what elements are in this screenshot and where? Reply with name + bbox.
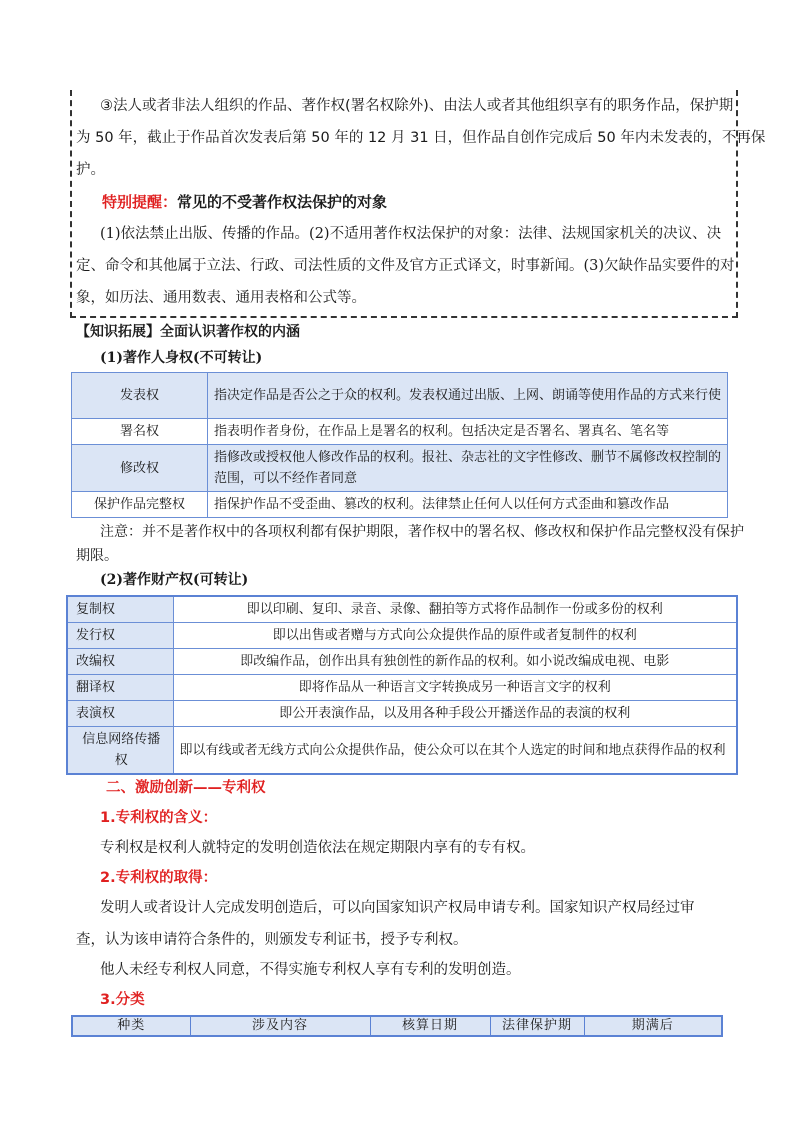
right-name: 发表权 [72,373,208,419]
table-row [72,492,728,518]
right-desc: 即公开表演作品，以及用各种手段公开播送作品的表演的权利 [173,701,737,727]
column-header: 涉及内容 [190,1016,370,1036]
reminder-line-1: (1)依法禁止出版、传播的作品。(2)不适用著作权法保护的对象：法律、法规国家机关的决议、决 [100,226,722,242]
section2-h2: 2.专利权的取得： [100,870,218,886]
section2-p2-line1: 发明人或者设计人完成发明创造后，可以向国家知识产权局申请专利。国家知识产权局经过审 [100,900,695,916]
table-row [67,623,737,649]
table-row [67,649,737,675]
reminder-line-2: 定、命令和其他属于立法、行政、司法性质的文件及官方正式译文，时事新闻。(3)欠缺作品实要件的对 [76,258,735,274]
table-row [67,675,737,701]
note-line-2: 期限。 [76,548,118,564]
column-header: 期满后 [584,1016,722,1036]
box-line-1: ③法人或者非法人组织的作品、著作权(署名权除外)、由法人或者其他组织享有的职务作品，保护期 [100,98,734,114]
reminder-label: 特别提醒： [102,193,178,211]
personal-heading: (1)著作人身权(不可转让) [100,350,263,366]
right-desc: 指修改或授权他人修改作品的权利。报社、杂志社的文字性修改、删节不属修改权控制的范围，可以不经作者同意 [208,445,728,492]
table-row [67,701,737,727]
right-desc: 即改编作品，创作出具有独创性的新作品的权利。如小说改编成电视、电影 [173,649,737,675]
table-row [72,445,728,492]
box-line-3: 护。 [76,162,105,178]
reminder-title: 常见的不受著作权法保护的对象 [177,193,388,211]
right-desc: 指保护作品不受歪曲、篡改的权利。法律禁止任何人以任何方式歪曲和篡改作品 [208,492,728,518]
section2-p2-line2: 查，认为该申请符合条件的，则颁发专利证书，授予专利权。 [76,932,468,948]
column-header: 核算日期 [370,1016,490,1036]
column-header: 种类 [72,1016,190,1036]
right-name: 改编权 [67,649,173,675]
right-name: 表演权 [67,701,173,727]
right-desc: 即以出售或者赠与方式向公众提供作品的原件或者复制件的权利 [173,623,737,649]
right-desc: 即以有线或者无线方式向公众提供作品，使公众可以在其个人选定的时间和地点获得作品的权利 [173,727,737,775]
note-line-1: 注意：并不是著作权中的各项权利都有保护期限，著作权中的署名权、修改权和保护作品完整权没有保护 [100,524,744,540]
right-name: 保护作品完整权 [72,492,208,518]
box-line-2: 为 50 年，截止于作品首次发表后第 50 年的 12 月 31 日，但作品自创作完成后 50 年内未发表的，不再保 [76,130,766,146]
right-desc: 即以印刷、复印、录音、录像、翻拍等方式将作品制作一份或多份的权利 [173,596,737,623]
right-desc: 即将作品从一种语言文字转换成另一种语言文字的权利 [173,675,737,701]
table-row [67,727,737,775]
section2-title: 二、激励创新——专利权 [106,780,266,796]
section2-h3: 3.分类 [100,992,145,1008]
right-name: 信息网络传播权 [67,727,173,775]
expand-heading: 【知识拓展】全面认识著作权的内涵 [76,324,300,340]
right-name: 署名权 [72,419,208,445]
property-rights-table [66,595,738,775]
column-header: 法律保护期 [490,1016,584,1036]
table-row [67,596,737,623]
right-desc: 指决定作品是否公之于众的权利。发表权通过出版、上网、朗诵等使用作品的方式来行使 [208,373,728,419]
property-heading: (2)著作财产权(可转让) [100,572,249,588]
right-name: 复制权 [67,596,173,623]
right-desc: 指表明作者身份，在作品上是署名的权利。包括决定是否署名、署真名、笔名等 [208,419,728,445]
table-row [72,419,728,445]
right-name: 发行权 [67,623,173,649]
section2-p3: 他人未经专利权人同意，不得实施专利权人享有专利的发明创造。 [100,962,521,978]
table-header-row [72,1016,722,1036]
personal-rights-table [71,372,728,518]
right-name: 修改权 [72,445,208,492]
section2-h1: 1.专利权的含义： [100,810,218,826]
reminder-heading [102,192,387,212]
table-row [72,373,728,419]
patent-category-table [71,1015,723,1037]
reminder-line-3: 象，如历法、通用数表、通用表格和公式等。 [76,290,366,306]
right-name: 翻译权 [67,675,173,701]
section2-p1: 专利权是权利人就特定的发明创造依法在规定期限内享有的专有权。 [100,840,535,856]
